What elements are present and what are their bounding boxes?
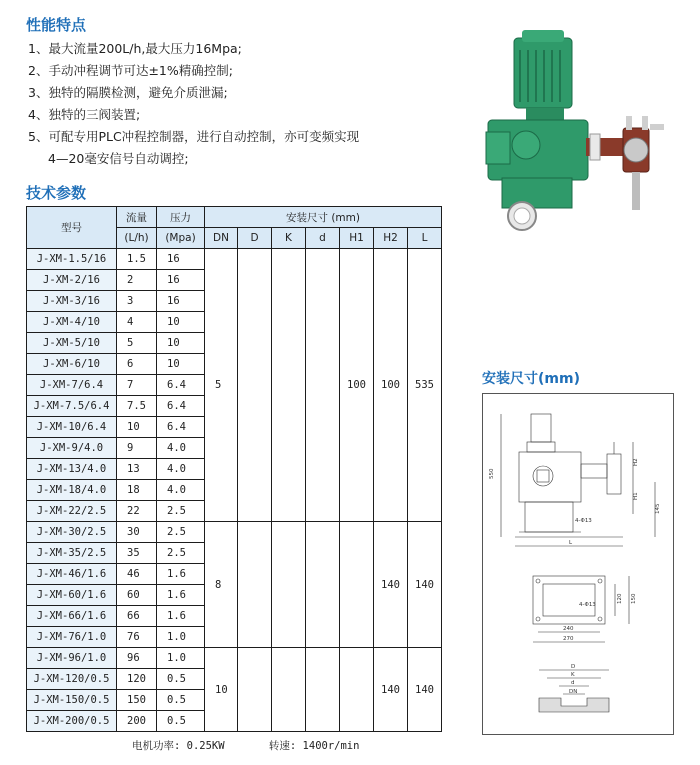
group-3-d-cap — [238, 648, 272, 732]
cell-pressure: 16 — [157, 291, 205, 312]
cell-pressure: 1.0 — [157, 627, 205, 648]
dim-240: 240 — [563, 626, 574, 632]
group-2-d-small — [306, 522, 340, 648]
header-flow: 流量 — [117, 207, 157, 228]
dim-120: 120 — [617, 593, 623, 604]
dim-d-small: d — [571, 680, 575, 686]
spec-table-body — [27, 249, 442, 732]
cell-flow: 2 — [117, 270, 157, 291]
footer-info — [132, 738, 397, 753]
spec-table — [26, 206, 442, 732]
feature-item-4: 4、独特的三阀装置; — [28, 107, 141, 122]
cell-pressure: 1.6 — [157, 585, 205, 606]
feature-item-5-cont: 4—20毫安信号自动调控; — [48, 151, 189, 166]
cell-model: J-XM-7/6.4 — [27, 375, 117, 396]
cell-flow: 4 — [117, 312, 157, 333]
cell-model: J-XM-66/1.6 — [27, 606, 117, 627]
cell-pressure: 0.5 — [157, 669, 205, 690]
cell-flow: 35 — [117, 543, 157, 564]
cell-model: J-XM-2/16 — [27, 270, 117, 291]
dim-holes: 4-Φ13 — [575, 518, 592, 524]
header-h1: H1 — [340, 228, 374, 249]
cell-model: J-XM-6/10 — [27, 354, 117, 375]
cell-pressure: 16 — [157, 270, 205, 291]
cell-flow: 22 — [117, 501, 157, 522]
cell-flow: 10 — [117, 417, 157, 438]
cell-model: J-XM-60/1.6 — [27, 585, 117, 606]
cell-flow: 46 — [117, 564, 157, 585]
cell-flow: 96 — [117, 648, 157, 669]
group-3-d-small — [306, 648, 340, 732]
cell-pressure: 6.4 — [157, 417, 205, 438]
group-1-k — [272, 249, 306, 522]
cell-pressure: 1.0 — [157, 648, 205, 669]
specs-title: 技术参数 — [26, 184, 87, 202]
dim-550: 550 — [489, 468, 495, 479]
cell-pressure: 4.0 — [157, 438, 205, 459]
cell-model: J-XM-3/16 — [27, 291, 117, 312]
cell-flow: 200 — [117, 711, 157, 732]
cell-model: J-XM-10/6.4 — [27, 417, 117, 438]
cell-model: J-XM-9/4.0 — [27, 438, 117, 459]
pump-image — [478, 20, 678, 235]
group-3-h2: 140 — [374, 648, 408, 732]
dim-145: 145 — [655, 503, 661, 514]
group-3-l: 140 — [408, 648, 442, 732]
cell-flow: 76 — [117, 627, 157, 648]
group-1-l: 535 — [408, 249, 442, 522]
group-1-h2: 100 — [374, 249, 408, 522]
dim-h2: H2 — [633, 458, 639, 466]
cell-flow: 1.5 — [117, 249, 157, 270]
cell-model: J-XM-96/1.0 — [27, 648, 117, 669]
motor-power: 电机功率: 0.25KW — [132, 740, 225, 752]
cell-flow: 7.5 — [117, 396, 157, 417]
cell-flow: 150 — [117, 690, 157, 711]
cell-model: J-XM-35/2.5 — [27, 543, 117, 564]
group-3-dn: 10 — [205, 648, 238, 732]
cell-flow: 13 — [117, 459, 157, 480]
cell-pressure: 2.5 — [157, 543, 205, 564]
feature-item-3: 3、独特的隔膜检测，避免介质泄漏; — [28, 85, 228, 100]
cell-pressure: 1.6 — [157, 564, 205, 585]
cell-flow: 9 — [117, 438, 157, 459]
header-l: L — [408, 228, 442, 249]
cell-pressure: 2.5 — [157, 501, 205, 522]
cell-pressure: 10 — [157, 354, 205, 375]
cell-flow: 30 — [117, 522, 157, 543]
group-2-h2: 140 — [374, 522, 408, 648]
header-pressure: 压力 — [157, 207, 205, 228]
cell-pressure: 4.0 — [157, 459, 205, 480]
cell-model: J-XM-76/1.0 — [27, 627, 117, 648]
motor-speed: 转速: 1400r/min — [268, 740, 360, 752]
cell-model: J-XM-7.5/6.4 — [27, 396, 117, 417]
cell-model: J-XM-150/0.5 — [27, 690, 117, 711]
cell-pressure: 16 — [157, 249, 205, 270]
dimensions-title: 安装尺寸(mm) — [482, 371, 580, 387]
group-2-l: 140 — [408, 522, 442, 648]
cell-flow: 120 — [117, 669, 157, 690]
cell-model: J-XM-4/10 — [27, 312, 117, 333]
cell-model: J-XM-200/0.5 — [27, 711, 117, 732]
header-flow-unit: (L/h) — [117, 228, 157, 249]
group-2-d-cap — [238, 522, 272, 648]
header-d-small: d — [306, 228, 340, 249]
dim-270: 270 — [563, 636, 574, 642]
cell-flow: 7 — [117, 375, 157, 396]
group-1-dn: 5 — [205, 249, 238, 522]
header-pressure-unit: (Mpa) — [157, 228, 205, 249]
cell-flow: 3 — [117, 291, 157, 312]
header-d-cap: D — [238, 228, 272, 249]
cell-model: J-XM-46/1.6 — [27, 564, 117, 585]
cell-flow: 18 — [117, 480, 157, 501]
cell-pressure: 10 — [157, 333, 205, 354]
cell-flow: 66 — [117, 606, 157, 627]
cell-pressure: 6.4 — [157, 375, 205, 396]
cell-model: J-XM-120/0.5 — [27, 669, 117, 690]
cell-pressure: 4.0 — [157, 480, 205, 501]
feature-item-5: 5、可配专用PLC冲程控制器，进行自动控制，亦可变频实现 — [28, 129, 360, 144]
group-1-d-small — [306, 249, 340, 522]
header-k: K — [272, 228, 306, 249]
group-1-d-cap — [238, 249, 272, 522]
dim-150: 150 — [631, 593, 637, 604]
group-2-h1 — [340, 522, 374, 648]
dim-k: K — [571, 672, 575, 678]
cell-model: J-XM-1.5/16 — [27, 249, 117, 270]
cell-pressure: 1.6 — [157, 606, 205, 627]
cell-pressure: 0.5 — [157, 690, 205, 711]
feature-item-2: 2、手动冲程调节可达±1%精确控制; — [28, 63, 233, 78]
group-3-h1 — [340, 648, 374, 732]
group-1-h1: 100 — [340, 249, 374, 522]
header-dn: DN — [205, 228, 238, 249]
group-2-dn: 8 — [205, 522, 238, 648]
features-list — [28, 38, 359, 170]
header-model: 型号 — [27, 207, 117, 249]
group-3-k — [272, 648, 306, 732]
cell-model: J-XM-5/10 — [27, 333, 117, 354]
cell-flow: 6 — [117, 354, 157, 375]
cell-pressure: 6.4 — [157, 396, 205, 417]
cell-model: J-XM-13/4.0 — [27, 459, 117, 480]
dim-dn: DN — [569, 689, 578, 695]
cell-flow: 60 — [117, 585, 157, 606]
cell-model: J-XM-18/4.0 — [27, 480, 117, 501]
cell-model: J-XM-30/2.5 — [27, 522, 117, 543]
group-2-k — [272, 522, 306, 648]
dim-l: L — [569, 540, 573, 546]
header-h2: H2 — [374, 228, 408, 249]
cell-pressure: 2.5 — [157, 522, 205, 543]
cell-pressure: 0.5 — [157, 711, 205, 732]
dim-holes-2: 4-Φ13 — [579, 602, 596, 608]
feature-item-1: 1、最大流量200L/h,最大压力16Mpa; — [28, 41, 242, 56]
cell-flow: 5 — [117, 333, 157, 354]
dim-h1: H1 — [633, 492, 639, 500]
cell-model: J-XM-22/2.5 — [27, 501, 117, 522]
cell-pressure: 10 — [157, 312, 205, 333]
installation-drawing — [482, 393, 674, 735]
features-title: 性能特点 — [26, 16, 87, 34]
header-install: 安装尺寸 (mm) — [205, 207, 442, 228]
dim-d-cap: D — [571, 664, 576, 670]
